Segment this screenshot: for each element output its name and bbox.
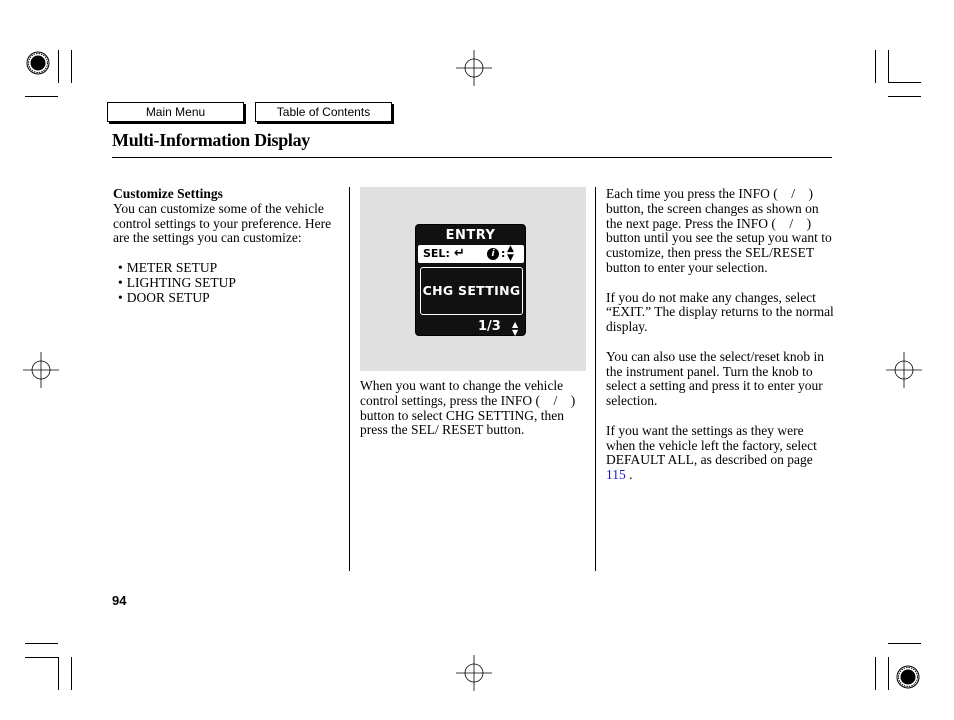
crop-mark bbox=[888, 96, 921, 97]
registration-mark-icon bbox=[456, 50, 492, 86]
body-paragraph bbox=[606, 424, 834, 483]
crop-mark bbox=[25, 96, 58, 97]
column-instructions bbox=[606, 187, 834, 498]
body-paragraph: When you want to change the vehicle control settings, press the INFO ( / ) button to select CHG SETTING, then press the SEL/ RESET button. bbox=[360, 378, 576, 438]
crop-mark bbox=[25, 643, 58, 644]
crop-mark bbox=[875, 50, 876, 83]
crop-mark bbox=[58, 50, 59, 83]
crop-mark bbox=[888, 643, 921, 644]
enter-arrow-icon: ↵ bbox=[454, 246, 465, 261]
info-icon: i bbox=[487, 248, 499, 260]
registration-mark-icon bbox=[456, 655, 492, 691]
crop-mark bbox=[875, 657, 876, 690]
intro-paragraph: You can customize some of the vehicle control settings to your preference. Here are the settings you can customize: bbox=[113, 200, 332, 246]
table-of-contents-button[interactable]: Table of Contents bbox=[255, 102, 392, 122]
starburst-registration-icon bbox=[25, 50, 51, 76]
page-reference-link[interactable]: 115 bbox=[606, 467, 626, 483]
entry-label: ENTRY bbox=[445, 228, 496, 243]
paragraph-text: If you want the settings as they were when the vehicle left the factory, select DEFAULT ALL, as described on page bbox=[606, 422, 817, 468]
crop-mark bbox=[58, 657, 59, 690]
list-item: • METER SETUP bbox=[118, 261, 338, 276]
page-indicator: 1/3 bbox=[478, 319, 501, 334]
up-down-arrows-icon: ▲ ▼ bbox=[512, 320, 519, 337]
crop-mark bbox=[71, 657, 72, 690]
up-down-arrows-icon: ▲ ▼ bbox=[507, 244, 514, 263]
paragraph-text: . bbox=[625, 467, 633, 483]
column-figure-text bbox=[360, 379, 588, 453]
column-divider bbox=[349, 187, 350, 571]
settings-list bbox=[118, 261, 338, 305]
crop-mark bbox=[888, 82, 921, 83]
page-title: Multi-Information Display bbox=[112, 130, 311, 150]
crop-mark bbox=[25, 657, 58, 658]
body-paragraph: Each time you press the INFO ( / ) button, the screen changes as shown on the next page. Press the INFO ( / ) button until you see the setup you want to customize, then press the SEL/RESET button to enter your selection. bbox=[606, 186, 832, 275]
crop-mark bbox=[71, 50, 72, 83]
section-heading: Customize Settings bbox=[113, 186, 223, 201]
body-paragraph: You can also use the select/reset knob in the instrument panel. Turn the knob to select a setting and press it to enter your selection. bbox=[606, 348, 824, 409]
chg-setting-label: CHG SETTING bbox=[420, 267, 523, 315]
column-customize-settings bbox=[113, 187, 338, 305]
starburst-registration-icon bbox=[895, 664, 921, 690]
page-number: 94 bbox=[112, 593, 127, 608]
display-figure bbox=[360, 187, 586, 371]
list-item: • DOOR SETUP bbox=[118, 291, 338, 306]
registration-mark-icon bbox=[886, 352, 922, 388]
list-item: • LIGHTING SETUP bbox=[118, 276, 338, 291]
sel-bar bbox=[418, 245, 524, 263]
multi-information-display-screen bbox=[415, 224, 526, 336]
title-divider bbox=[112, 157, 832, 158]
crop-mark bbox=[888, 657, 889, 690]
crop-mark bbox=[888, 50, 889, 83]
main-menu-button[interactable]: Main Menu bbox=[107, 102, 244, 122]
sel-label: SEL: bbox=[423, 247, 450, 260]
column-divider bbox=[595, 187, 596, 571]
colon-separator: : bbox=[501, 247, 506, 260]
registration-mark-icon bbox=[23, 352, 59, 388]
body-paragraph: If you do not make any changes, select “EXIT.” The display returns to the normal display. bbox=[606, 289, 834, 335]
